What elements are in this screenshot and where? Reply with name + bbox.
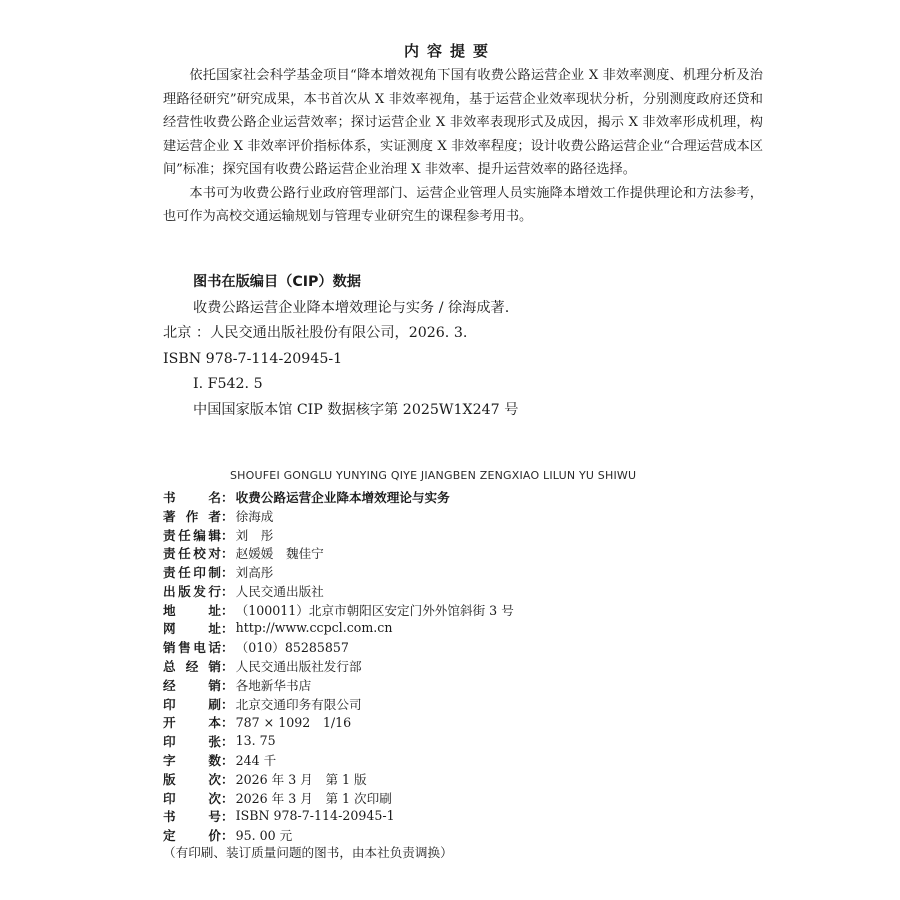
colophon-label-text: 出版发行: [163, 583, 221, 599]
colophon-colon: ：: [221, 508, 234, 524]
colophon-row: [163, 750, 763, 769]
colophon-colon: ：: [221, 659, 234, 675]
colophon-label-text: 版次: [163, 771, 221, 787]
colophon-row: [163, 562, 763, 581]
colophon-label: [163, 487, 221, 506]
colophon-value: 收费公路运营企业降本增效理论与实务: [235, 489, 450, 505]
colophon-value: 徐海成: [235, 508, 274, 524]
colophon-colon: ：: [221, 715, 234, 731]
colophon-row: [163, 600, 763, 619]
colophon-note: （有印刷、装订质量问题的图书，由本社负责调换）: [163, 845, 453, 861]
colophon-label: [163, 543, 221, 562]
colophon-label: [163, 656, 221, 675]
colophon-row: [163, 807, 763, 826]
abstract-body: [163, 64, 763, 229]
abstract-paragraph: 依托国家社会科学基金项目“降本增效视角下国有收费公路运营企业 X 非效率测度、机理分析及治理路径研究”研究成果，本书首次从 X 非效率视角，基于运营企业效率现状分析，分别测度政府还贷和经营性收费公路企业运营效率；探讨运营企业 X 非效率表现形式及成因，揭示 X 非效率形成机理，构建运营企业 X 非效率评价指标体系，实证测度 X 非效率程度；设计收费公路运营企业“合理运营成本区间”标准；探究国有收费公路运营企业治理 X 非效率、提升运营效率的路径选择。: [163, 68, 763, 177]
colophon-value: 2026 年 3 月 第 1 版: [235, 771, 367, 787]
colophon-label: [163, 581, 221, 600]
colophon-label: [163, 694, 221, 713]
colophon-label-text: 定价: [163, 828, 221, 844]
colophon-row: [163, 694, 763, 713]
colophon-label-text: 责任编辑: [163, 527, 221, 543]
cip-heading: 图书在版编目（CIP）数据: [193, 274, 361, 290]
colophon-colon: ：: [221, 602, 234, 618]
colophon-label-text: 印次: [163, 790, 221, 806]
colophon-row: [163, 769, 763, 788]
colophon-label: [163, 769, 221, 788]
colophon-value: 2026 年 3 月 第 1 次印刷: [235, 790, 392, 806]
colophon-label-text: 经销: [163, 677, 221, 693]
colophon-label-text: 书名: [163, 489, 221, 505]
colophon-colon: ：: [221, 771, 234, 787]
colophon-label-text: 总经销: [163, 659, 221, 675]
colophon-row: [163, 656, 763, 675]
colophon-colon: ：: [221, 565, 234, 581]
colophon-label-text: 地址: [163, 602, 221, 618]
colophon-colon: ：: [221, 546, 234, 562]
colophon-value: （010）85285857: [235, 640, 349, 656]
colophon-label-text: 书号: [163, 809, 221, 825]
colophon-value: 787 × 1092 1/16: [235, 715, 352, 731]
colophon-label: [163, 562, 221, 581]
colophon-label-text: 字数: [163, 753, 221, 769]
colophon-label-text: 印张: [163, 734, 221, 750]
colophon-row: [163, 713, 763, 732]
colophon-table: [163, 487, 763, 863]
colophon-value: 人民交通出版社: [235, 583, 324, 599]
colophon-value: （100011）北京市朝阳区安定门外外馆斜街 3 号: [235, 602, 514, 618]
colophon-colon: ：: [221, 527, 234, 543]
colophon-value: 人民交通出版社发行部: [235, 659, 362, 675]
colophon-value: 244 千: [235, 753, 277, 769]
colophon-colon: ：: [221, 621, 234, 637]
colophon-row: [163, 825, 763, 844]
colophon-colon: ：: [221, 640, 234, 656]
colophon-label-text: 责任印制: [163, 565, 221, 581]
cip-data-block: [163, 270, 783, 423]
colophon-colon: ：: [221, 489, 234, 505]
colophon-label: [163, 712, 221, 731]
colophon-row: [163, 506, 763, 525]
colophon-label-text: 印刷: [163, 696, 221, 712]
colophon-value: 各地新华书店: [235, 677, 312, 693]
colophon-colon: ：: [221, 790, 234, 806]
colophon-value: 刘高彤: [235, 565, 274, 581]
colophon-row: [163, 487, 763, 506]
colophon-label-text: 著作者: [163, 508, 221, 524]
colophon-value: 刘 彤: [235, 527, 274, 543]
colophon-row: [163, 675, 763, 694]
colophon-colon: ：: [221, 828, 234, 844]
colophon-label-text: 网址: [163, 621, 221, 637]
abstract-title: 内容提要: [403, 42, 496, 60]
colophon-row: [163, 581, 763, 600]
colophon-colon: ：: [221, 734, 234, 750]
colophon-row: [163, 731, 763, 750]
colophon-label: [163, 525, 221, 544]
colophon-label: [163, 788, 221, 807]
abstract-paragraph: 本书可为收费公路行业政府管理部门、运营企业管理人员实施降本增效工作提供理论和方法参考，也可作为高校交通运输规划与管理专业研究生的课程参考用书。: [163, 185, 763, 224]
colophon-label-text: 开本: [163, 715, 221, 731]
colophon-label: [163, 750, 221, 769]
cip-record-line: 中国国家版本馆 CIP 数据核字第 2025W1X247 号: [193, 401, 519, 418]
colophon-row: [163, 543, 763, 562]
colophon-label: [163, 506, 221, 525]
colophon-label: [163, 825, 221, 844]
cip-class-line: Ⅰ. F542. 5: [193, 376, 263, 392]
colophon-label: [163, 675, 221, 694]
colophon-colon: ：: [221, 809, 234, 825]
colophon-colon: ：: [221, 583, 234, 599]
colophon-colon: ：: [221, 753, 234, 769]
colophon-row: [163, 619, 763, 638]
cip-isbn-line: ISBN 978-7-114-20945-1: [163, 350, 343, 367]
colophon-label-text: 责任校对: [163, 546, 221, 562]
colophon-label: [163, 731, 221, 750]
colophon-label-text: 销售电话: [163, 640, 221, 656]
cip-publisher-line: 北京 ：人民交通出版社股份有限公司，2026. 3.: [163, 325, 468, 341]
colophon-colon: ：: [221, 677, 234, 693]
colophon-label: [163, 600, 221, 619]
colophon-value: ISBN 978-7-114-20945-1: [235, 808, 395, 824]
colophon-row: [163, 525, 763, 544]
colophon-label: [163, 806, 221, 825]
colophon-label: [163, 618, 221, 637]
colophon-value: 13. 75: [235, 733, 276, 749]
colophon-value: 赵媛媛 魏佳宁: [235, 546, 324, 562]
colophon-colon: ：: [221, 696, 234, 712]
colophon-row: [163, 788, 763, 807]
colophon-value: 北京交通印务有限公司: [235, 696, 362, 712]
cip-title-line: 收费公路运营企业降本增效理论与实务 / 徐海成著.: [193, 299, 510, 316]
colophon-value: http://www.ccpcl.com.cn: [235, 620, 393, 636]
colophon-value: 95. 00 元: [235, 828, 293, 844]
colophon-row: [163, 637, 763, 656]
colophon-label: [163, 637, 221, 656]
pinyin-title: SHOUFEI GONGLU YUNYING QIYE JIANGBEN ZENGXIAO LILUN YU SHIWU: [230, 469, 637, 482]
